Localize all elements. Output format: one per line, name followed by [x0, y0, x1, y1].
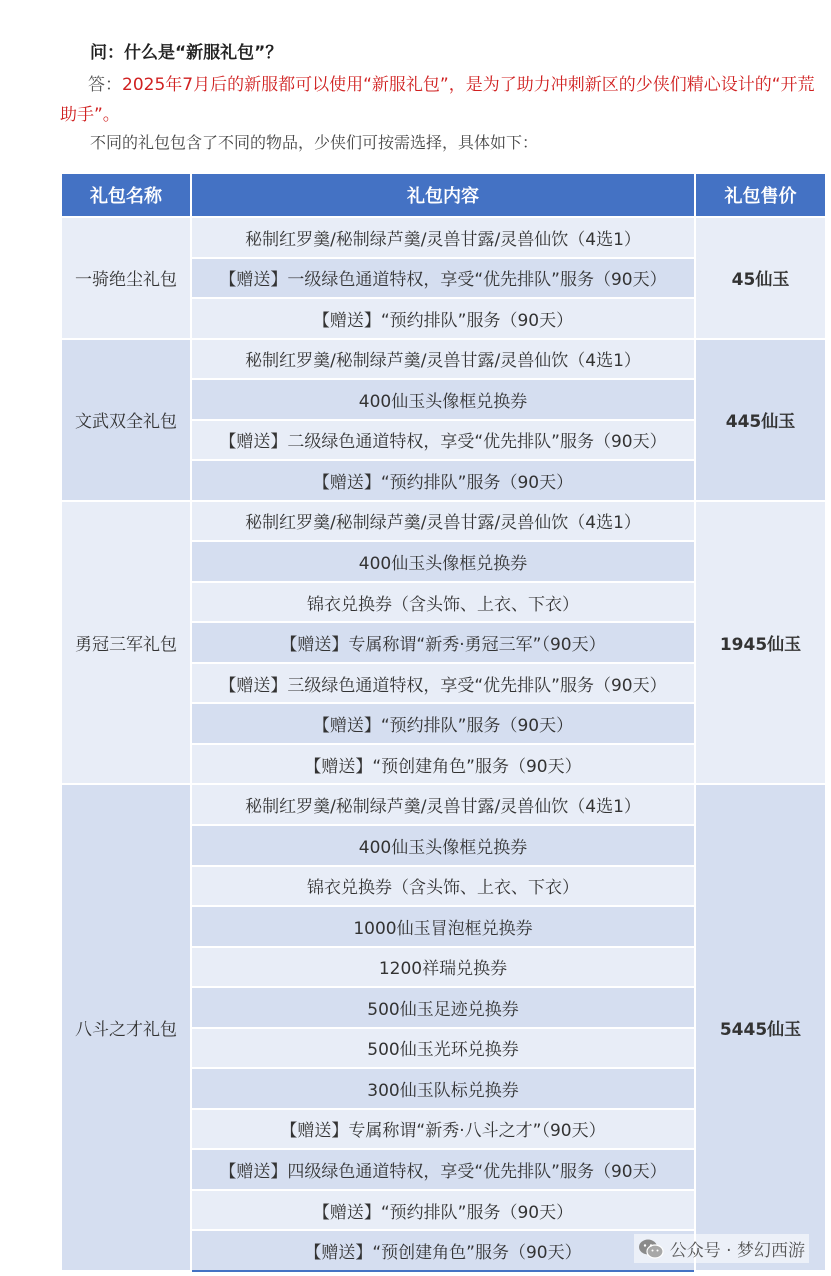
package-table-body	[61, 217, 826, 1271]
package-item-cell: 【赠送】一级绿色通道特权，享受“优先排队”服务（90天）	[191, 258, 695, 299]
table-header-row	[61, 173, 826, 217]
package-item-cell: 【赠送】“预约排队”服务（90天）	[191, 1190, 695, 1231]
package-item-cell: 【赠送】二级绿色通道特权，享受“优先排队”服务（90天）	[191, 420, 695, 461]
package-name-cell: 一骑绝尘礼包	[61, 217, 191, 339]
wechat-icon	[638, 1238, 664, 1260]
package-item-cell: 1200祥瑞兑换券	[191, 947, 695, 988]
watermark-text: 公众号 · 梦幻西游	[669, 1241, 805, 1261]
header-package-price: 礼包售价	[695, 173, 826, 217]
package-item-cell: 300仙玉队标兑换券	[191, 1068, 695, 1109]
header-package-content: 礼包内容	[191, 173, 695, 217]
package-name-cell: 勇冠三军礼包	[61, 501, 191, 785]
watermark	[634, 1234, 809, 1263]
package-item-cell: 【赠送】“预创建角色”服务（90天）	[191, 1230, 695, 1271]
header-package-name: 礼包名称	[61, 173, 191, 217]
package-price-cell: 445仙玉	[695, 339, 826, 501]
package-table	[60, 172, 827, 1272]
package-item-cell: 【赠送】“预约排队”服务（90天）	[191, 460, 695, 501]
package-item-cell: 400仙玉头像框兑换券	[191, 541, 695, 582]
answer-lead: 答：	[88, 75, 122, 95]
answer-text: 2025年7月后的新服都可以使用“新服礼包”，是为了助力冲刺新区的少侠们精心设计的“开荒助手”。	[60, 75, 815, 125]
table-row	[61, 217, 826, 258]
intro-text: 不同的礼包包含了不同的物品，少侠们可按需选择，具体如下：	[90, 133, 539, 152]
package-item-cell: 【赠送】“预约排队”服务（90天）	[191, 703, 695, 744]
package-item-cell: 400仙玉头像框兑换券	[191, 825, 695, 866]
table-row	[61, 501, 826, 542]
package-item-cell: 【赠送】三级绿色通道特权，享受“优先排队”服务（90天）	[191, 663, 695, 704]
package-item-cell: 锦衣兑换券（含头饰、上衣、下衣）	[191, 866, 695, 907]
package-item-cell: 500仙玉光环兑换券	[191, 1028, 695, 1069]
package-item-cell: 锦衣兑换券（含头饰、上衣、下衣）	[191, 582, 695, 623]
package-item-cell: 秘制红罗羹/秘制绿芦羹/灵兽甘露/灵兽仙饮（4选1）	[191, 339, 695, 380]
answer-paragraph	[60, 70, 816, 130]
package-item-cell: 秘制红罗羹/秘制绿芦羹/灵兽甘露/灵兽仙饮（4选1）	[191, 784, 695, 825]
package-name-cell: 八斗之才礼包	[61, 784, 191, 1271]
package-item-cell: 秘制红罗羹/秘制绿芦羹/灵兽甘露/灵兽仙饮（4选1）	[191, 501, 695, 542]
package-item-cell: 1000仙玉冒泡框兑换券	[191, 906, 695, 947]
package-price-cell: 45仙玉	[695, 217, 826, 339]
table-row	[61, 339, 826, 380]
package-item-cell: 【赠送】“预约排队”服务（90天）	[191, 298, 695, 339]
package-item-cell: 秘制红罗羹/秘制绿芦羹/灵兽甘露/灵兽仙饮（4选1）	[191, 217, 695, 258]
package-name-cell: 文武双全礼包	[61, 339, 191, 501]
package-item-cell: 【赠送】专属称谓“新秀·勇冠三军”（90天）	[191, 622, 695, 663]
package-item-cell: 【赠送】专属称谓“新秀·八斗之才”（90天）	[191, 1109, 695, 1150]
package-item-cell: 500仙玉足迹兑换券	[191, 987, 695, 1028]
question-heading: 问：什么是“新服礼包”？	[90, 43, 283, 63]
table-row	[61, 784, 826, 825]
package-price-cell: 1945仙玉	[695, 501, 826, 785]
package-item-cell: 【赠送】“预创建角色”服务（90天）	[191, 744, 695, 785]
package-price-cell: 5445仙玉	[695, 784, 826, 1271]
package-item-cell: 【赠送】四级绿色通道特权，享受“优先排队”服务（90天）	[191, 1149, 695, 1190]
package-item-cell: 400仙玉头像框兑换券	[191, 379, 695, 420]
